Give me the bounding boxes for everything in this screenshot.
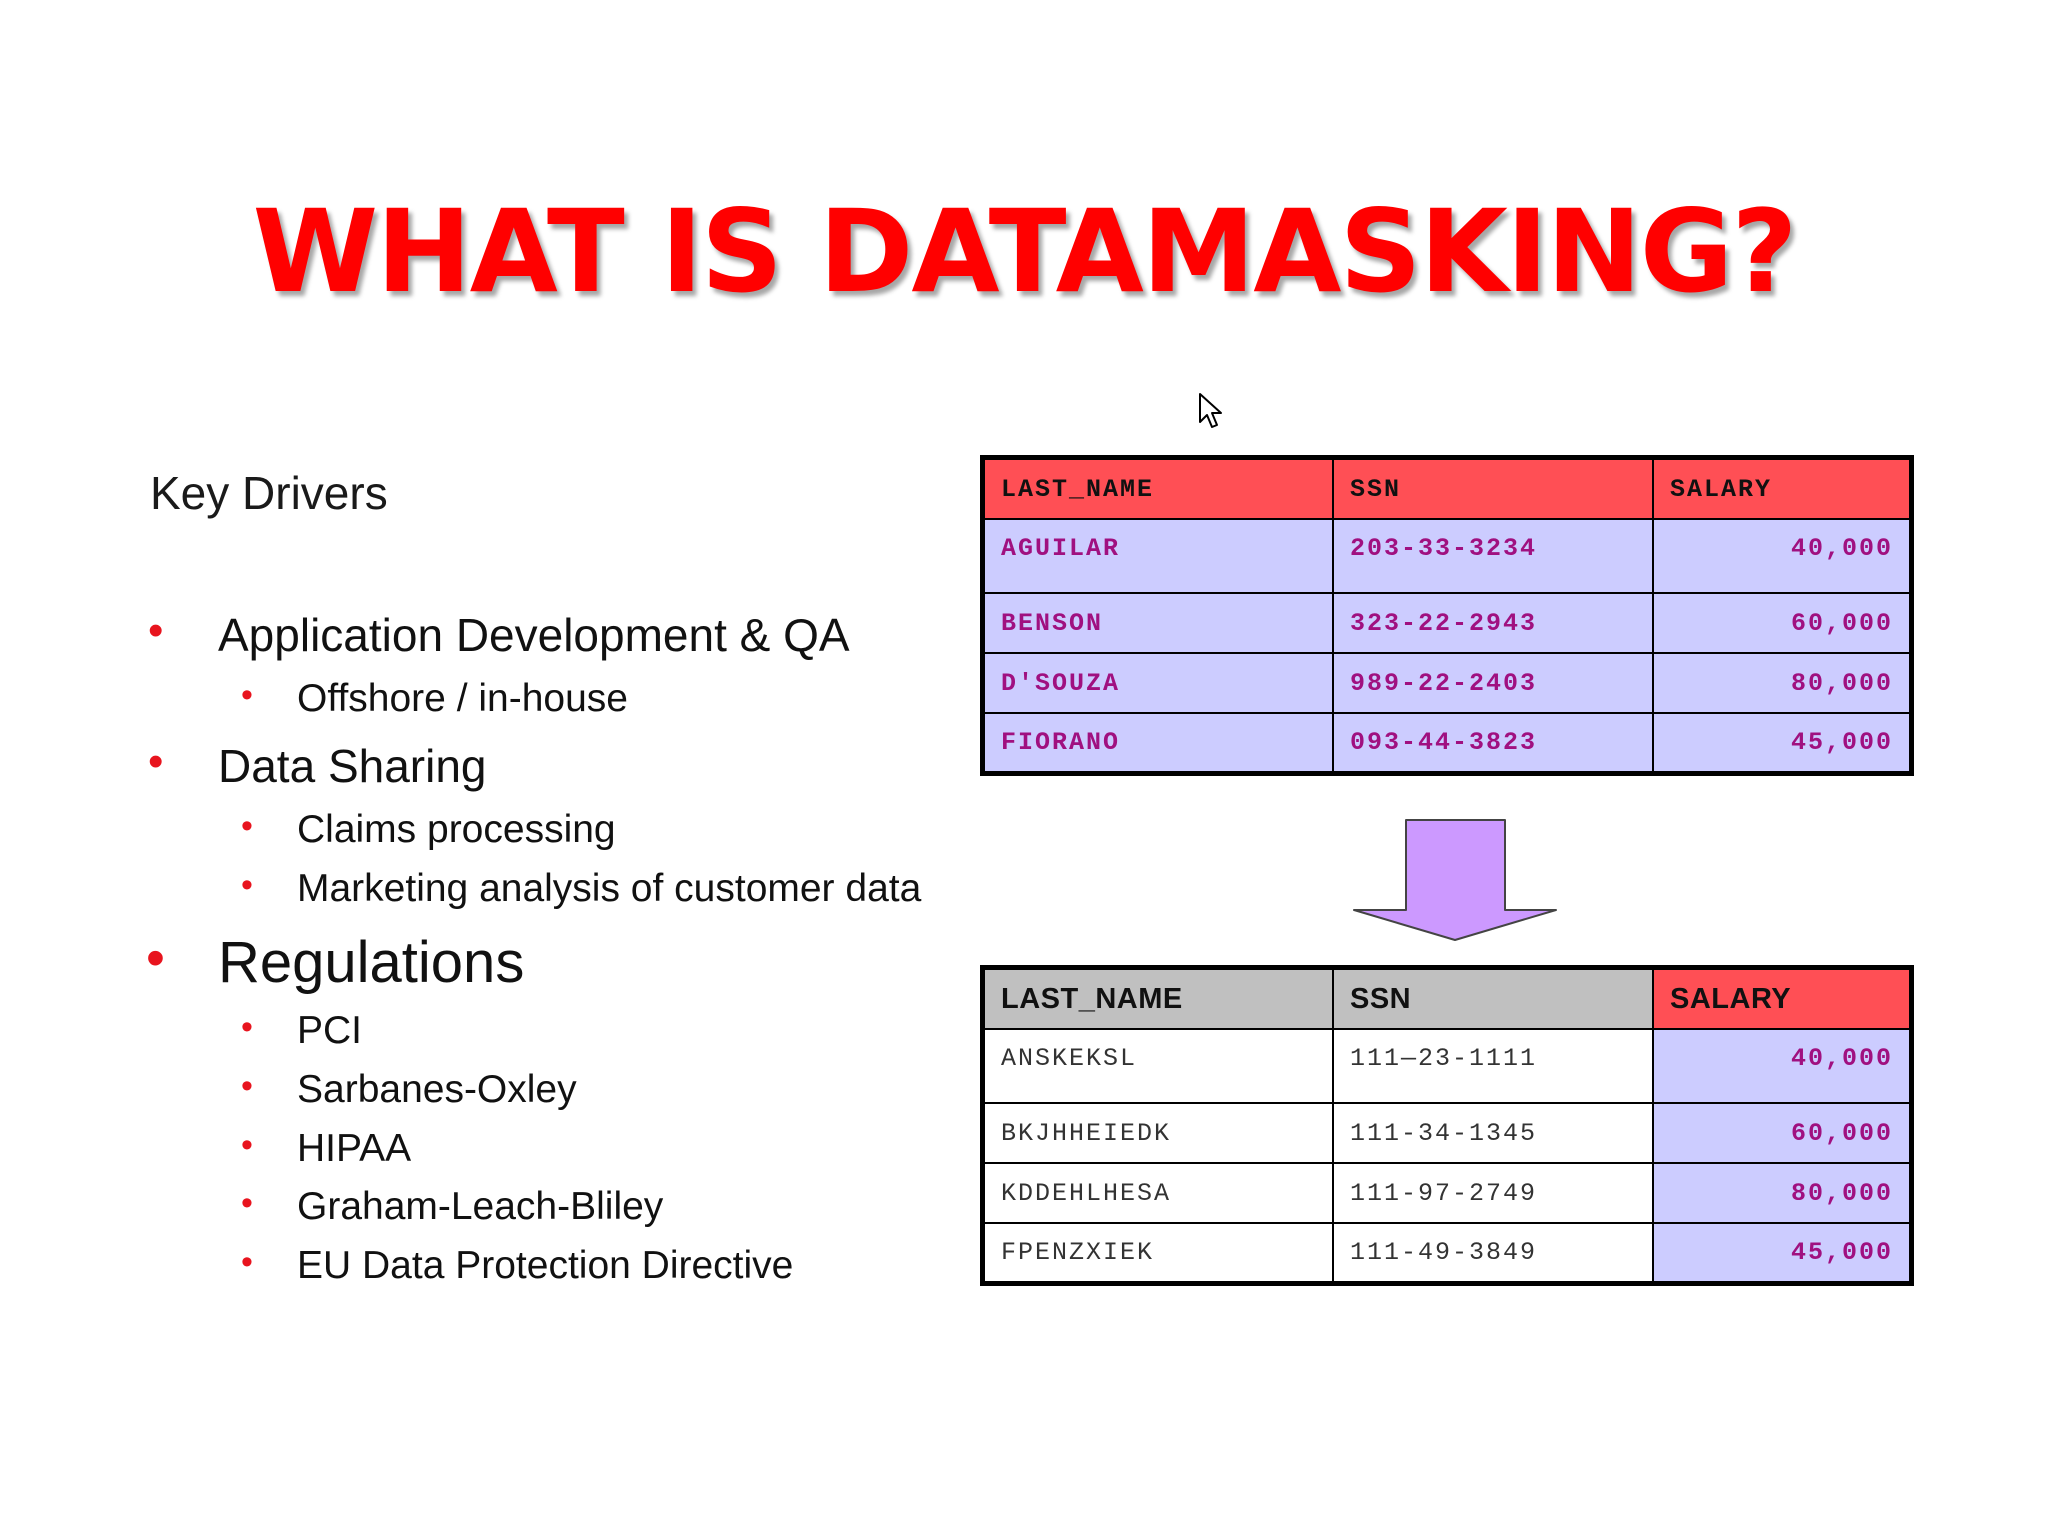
table-cell: D'SOUZA (983, 653, 1334, 713)
sub-bullet-item (241, 676, 628, 721)
sub-bullet-label: PCI (297, 1009, 363, 1052)
bullet-dot: • (148, 606, 164, 655)
bullet-dot: • (241, 1243, 253, 1281)
table-row (983, 1103, 1912, 1163)
table-cell: 111-49-3849 (1333, 1223, 1653, 1283)
bullet-dot: • (241, 1184, 253, 1222)
table-cell: BENSON (983, 593, 1334, 653)
table-row (983, 653, 1912, 713)
column-header: SALARY (1653, 458, 1912, 520)
mouse-cursor-icon (1198, 392, 1228, 432)
sub-bullet-label: Claims processing (297, 808, 616, 851)
table-row (983, 1223, 1912, 1283)
original-data-table (980, 455, 1914, 776)
sub-bullet-label: EU Data Protection Directive (297, 1244, 794, 1287)
down-arrow-icon (1350, 818, 1560, 943)
bullet-dot: • (241, 807, 253, 845)
sub-bullet-item (241, 807, 616, 852)
bullet-dot: • (241, 1126, 253, 1164)
table-cell: FIORANO (983, 713, 1334, 773)
table-cell: 45,000 (1653, 1223, 1912, 1283)
sub-bullet-item (241, 1126, 412, 1171)
table-cell: 093-44-3823 (1333, 713, 1653, 773)
sub-bullet-label: HIPAA (297, 1127, 412, 1170)
sub-bullet-item (241, 1184, 664, 1229)
table-cell: 80,000 (1653, 1163, 1912, 1223)
table-cell: FPENZXIEK (983, 1223, 1334, 1283)
column-header: LAST_NAME (983, 968, 1334, 1030)
sub-bullet-label: Graham-Leach-Bliley (297, 1185, 664, 1228)
table-row (983, 593, 1912, 653)
table-cell: KDDEHLHESA (983, 1163, 1334, 1223)
table-cell: 111-97-2749 (1333, 1163, 1653, 1223)
bullet-dot: • (241, 676, 253, 714)
table-cell: 111-34-1345 (1333, 1103, 1653, 1163)
column-header: LAST_NAME (983, 458, 1334, 520)
table-cell: 80,000 (1653, 653, 1912, 713)
table-row (983, 519, 1912, 593)
sub-bullet-item (241, 866, 922, 911)
masked-data-table (980, 965, 1914, 1286)
sub-bullet-item (241, 1067, 577, 1112)
table-row (983, 713, 1912, 773)
table-cell: BKJHHEIEDK (983, 1103, 1334, 1163)
table-cell: 203-33-3234 (1333, 519, 1653, 593)
bullet-item (146, 928, 525, 996)
bullet-dot: • (241, 1008, 253, 1046)
bullet-dot: • (241, 866, 253, 904)
table-cell: ANSKEKSL (983, 1029, 1334, 1103)
column-header: SALARY (1653, 968, 1912, 1030)
bullet-dot: • (148, 737, 164, 786)
table-header-row (983, 458, 1912, 520)
table-cell: 111—23-1111 (1333, 1029, 1653, 1103)
key-drivers-heading: Key Drivers (150, 467, 388, 519)
bullet-label: Application Development & QA (218, 609, 850, 661)
bullet-label: Regulations (218, 930, 525, 995)
table-cell: 40,000 (1653, 519, 1912, 593)
sub-bullet-label: Sarbanes-Oxley (297, 1068, 577, 1111)
column-header: SSN (1333, 968, 1653, 1030)
table-cell: 40,000 (1653, 1029, 1912, 1103)
table-row (983, 1029, 1912, 1103)
table-row (983, 1163, 1912, 1223)
slide-title: WHAT IS DATAMASKING? (252, 185, 1796, 318)
table-cell: 323-22-2943 (1333, 593, 1653, 653)
table-cell: 45,000 (1653, 713, 1912, 773)
sub-bullet-item (241, 1243, 794, 1288)
bullet-dot: • (146, 928, 165, 988)
sub-bullet-label: Offshore / in-house (297, 677, 628, 720)
bullet-dot: • (241, 1067, 253, 1105)
table-cell: 60,000 (1653, 1103, 1912, 1163)
table-cell: 989-22-2403 (1333, 653, 1653, 713)
column-header: SSN (1333, 458, 1653, 520)
bullet-item (148, 606, 850, 662)
bullet-item (148, 737, 487, 793)
sub-bullet-label: Marketing analysis of customer data (297, 867, 922, 910)
bullet-label: Data Sharing (218, 740, 487, 792)
table-cell: 60,000 (1653, 593, 1912, 653)
table-cell: AGUILAR (983, 519, 1334, 593)
table-header-row (983, 968, 1912, 1030)
sub-bullet-item (241, 1008, 363, 1053)
